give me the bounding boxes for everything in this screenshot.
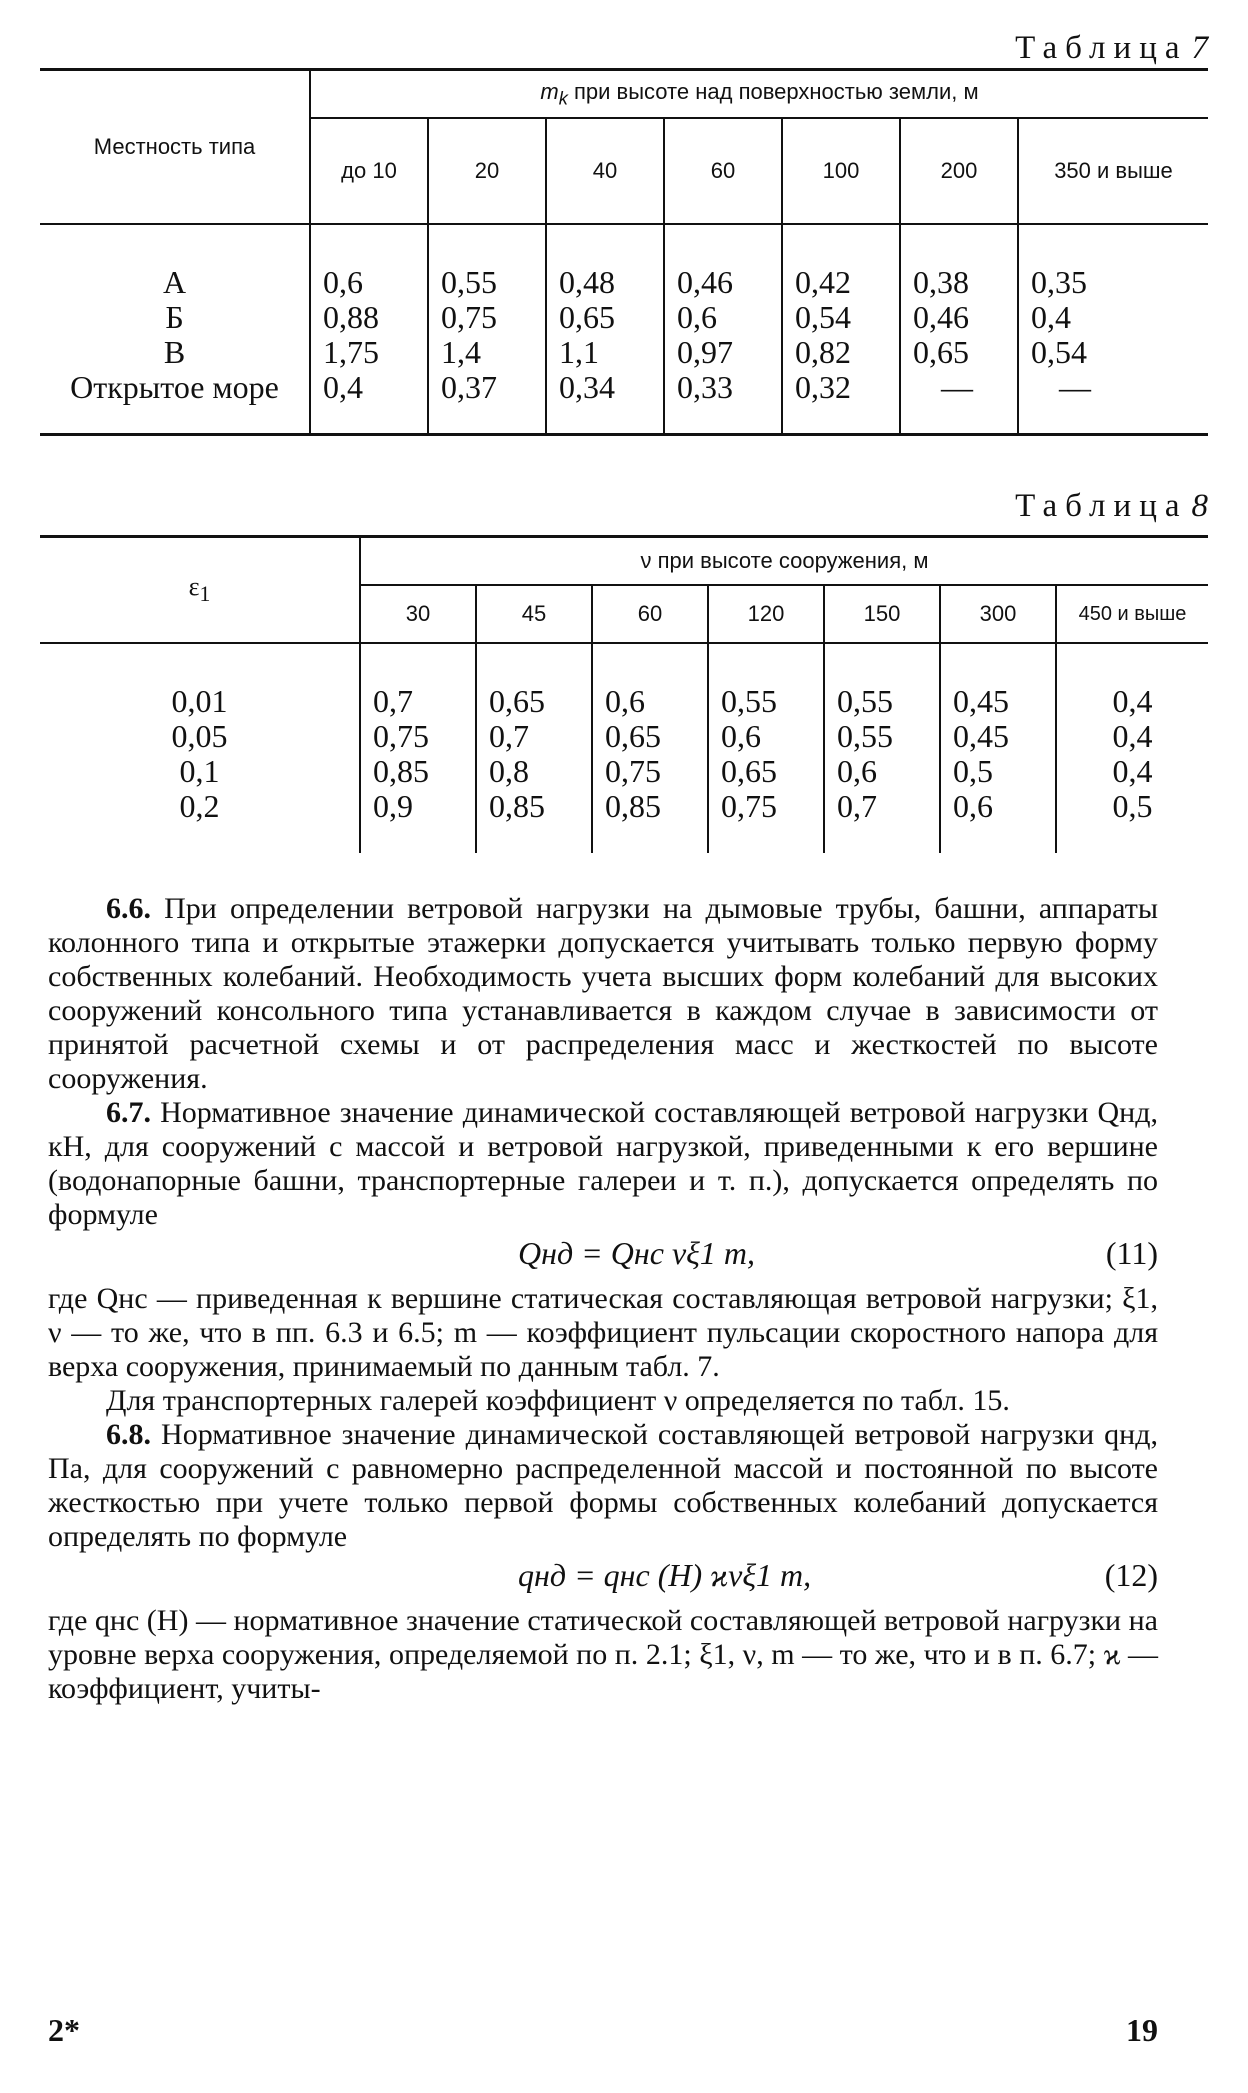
- table8-col-cells: [1056, 643, 1208, 853]
- table8-cell: 0,4: [1112, 683, 1153, 719]
- formula-text: Qнд = Qнс νξ1 m,: [518, 1235, 755, 1271]
- table7-col-cells: [1018, 224, 1208, 434]
- table7: [40, 68, 1208, 436]
- table8-group-header: ν при высоте сооружения, м: [360, 537, 1208, 586]
- page-number: 19: [1126, 2012, 1158, 2048]
- table7-caption-word: Таблица: [1015, 30, 1188, 66]
- table8-row-label: 0,01: [171, 683, 228, 719]
- table7-caption-number: 7: [1191, 30, 1208, 66]
- paragraph-6-7-where: где Qнс — приведенная к вершине статическая составляющая ветровой нагрузки; ξ1, ν — то же, что в пп. 6.3 и 6.5; m — коэффициент пульсации скоростного напора для верха сооружения, принимаемый по данным табл. 7.: [48, 1282, 1158, 1383]
- table7-cell: 0,38: [913, 264, 969, 300]
- table7-row-label: В: [163, 334, 186, 370]
- table7-cell: 0,48: [559, 264, 615, 300]
- table8-row-labels: [40, 643, 360, 853]
- table8-col-header: 45: [476, 585, 592, 643]
- section-number: 6.6.: [106, 892, 151, 925]
- table8-cell: 0,7: [489, 718, 529, 754]
- table7-col-header: 100: [782, 118, 900, 224]
- table8-cell: 0,6: [605, 683, 645, 719]
- table7-cell: 0,88: [323, 299, 379, 335]
- table8-cell: 0,4: [1112, 753, 1153, 789]
- table7-rowhead-label: Местность типа: [40, 70, 310, 225]
- table8-cell: 0,7: [373, 683, 413, 719]
- paragraph-6-7: [48, 1096, 1158, 1232]
- table8-col-cells: [476, 643, 592, 853]
- table8-cell: 0,9: [373, 788, 413, 824]
- table8-cell: 0,55: [837, 683, 893, 719]
- table8-row-label: 0,2: [179, 788, 220, 824]
- table7-caption: [1015, 30, 1208, 67]
- table7-cell: —: [941, 369, 973, 405]
- table7-cell: 0,35: [1031, 264, 1087, 300]
- table8-cell: 0,75: [721, 788, 777, 824]
- table7-row-label: Б: [165, 299, 184, 335]
- table7-cell: 0,46: [677, 264, 733, 300]
- table7-cell: 0,82: [795, 334, 851, 370]
- signature-mark: 2*: [48, 2012, 80, 2048]
- body-text: [48, 892, 1158, 1706]
- table7-cell: 0,55: [441, 264, 497, 300]
- table7-row-labels: [40, 224, 310, 434]
- table8-cell: 0,85: [373, 753, 429, 789]
- table8-col-cells: [824, 643, 940, 853]
- table8-rowhead-label: $\varepsilon_1$: [40, 537, 360, 644]
- table8-cell: 0,45: [953, 718, 1009, 754]
- table8-cell: 0,55: [837, 718, 893, 754]
- table8-col-cells: [940, 643, 1056, 853]
- table8: [40, 535, 1208, 853]
- table7-col-cells: [900, 224, 1018, 434]
- table7-cell: 0,4: [323, 369, 363, 405]
- table7-group-header: $m_k$ при высоте над поверхностью земли, м: [310, 70, 1208, 119]
- table7-cell: 0,6: [677, 299, 717, 335]
- table8-col-header: 30: [360, 585, 476, 643]
- table7-cell: —: [1059, 369, 1091, 405]
- table7-cell: 0,4: [1031, 299, 1071, 335]
- table7-row-label: А: [162, 264, 187, 300]
- paragraph-6-7-note: Для транспортерных галерей коэффициент ν определяется по табл. 15.: [106, 1384, 1010, 1417]
- table7-cell: 0,33: [677, 369, 733, 405]
- paragraph-6-8: [48, 1418, 1158, 1554]
- table7-col-cells: [782, 224, 900, 434]
- table8-col-cells: [592, 643, 708, 853]
- formula-number: (12): [1104, 1557, 1158, 1593]
- table8-col-header: 300: [940, 585, 1056, 643]
- paragraph-6-8-where: где qнс (H) — нормативное значение статической составляющей ветровой нагрузки на уровне верха сооружения, определяемой по п. 2.1; ξ1, ν, m — то же, что и в п. 6.7; ϰ — коэффициент, учиты-: [48, 1604, 1158, 1705]
- table8-cell: 0,6: [721, 718, 761, 754]
- table8-cell: 0,7: [837, 788, 877, 824]
- table7-col-header: 60: [664, 118, 782, 224]
- table8-col-header: 120: [708, 585, 824, 643]
- table8-cell: 0,5: [1112, 788, 1153, 824]
- table8-col-cells: [708, 643, 824, 853]
- table8-row-label: 0,05: [171, 718, 228, 754]
- paragraph-6-6: [48, 892, 1158, 1096]
- table8-cell: 0,6: [953, 788, 993, 824]
- table8-cell: 0,75: [373, 718, 429, 754]
- table7-cell: 0,46: [913, 299, 969, 335]
- table7-cell: 1,1: [559, 334, 599, 370]
- table7-cell: 0,65: [913, 334, 969, 370]
- table7-col-cells: [428, 224, 546, 434]
- table8-cell: 0,65: [489, 683, 545, 719]
- table7-cell: 0,75: [441, 299, 497, 335]
- table7-col-header: 20: [428, 118, 546, 224]
- paragraph-text: При определении ветровой нагрузки на дымовые трубы, башни, аппараты колонного типа и открытые этажерки допускается учитывать только первую форму собственных колебаний. Необходимость учета высших форм колебаний для высоких сооружений консольного типа устанавливается в каждом случае в зависимости от принятой расчетной схемы и от распределения масс и жесткостей по высоте сооружения.: [48, 892, 1158, 1095]
- formula-number: (11): [1105, 1235, 1158, 1271]
- table8-cell: 0,4: [1112, 718, 1153, 754]
- table7-row-label: Открытое море: [70, 369, 279, 405]
- paragraph-text: Нормативное значение динамической составляющей ветровой нагрузки Qнд, кН, для сооружений с массой и ветровой нагрузкой, приведенными к его вершине (водонапорные башни, транспортерные галереи и т. п.), допускается определять по формуле: [48, 1096, 1159, 1231]
- table8-col-cells: [360, 643, 476, 853]
- table8-col-header: 450 и выше: [1056, 585, 1208, 643]
- table7-col-header: 200: [900, 118, 1018, 224]
- table8-cell: 0,55: [721, 683, 777, 719]
- table7-cell: 0,37: [441, 369, 497, 405]
- table7-col-cells: [546, 224, 664, 434]
- table8-col-header: 60: [592, 585, 708, 643]
- table7-cell: 1,4: [441, 334, 481, 370]
- table8-caption: [1015, 488, 1208, 525]
- table7-col-header: 350 и выше: [1018, 118, 1208, 224]
- table8-cell: 0,5: [953, 753, 993, 789]
- page-footer: [48, 2012, 1158, 2049]
- table7-cell: 0,97: [677, 334, 733, 370]
- table7-col-header: до 10: [310, 118, 428, 224]
- table8-caption-number: 8: [1191, 488, 1208, 524]
- table8-row-label: 0,1: [179, 753, 220, 789]
- section-number: 6.8.: [106, 1418, 151, 1451]
- table7-cell: 0,54: [1031, 334, 1087, 370]
- formula-11: [48, 1232, 1158, 1282]
- table7-cell: 0,42: [795, 264, 851, 300]
- table8-cell: 0,65: [605, 718, 661, 754]
- formula-text: qнд = qнс (H) ϰνξ1 m,: [518, 1557, 812, 1593]
- table8-cell: 0,6: [837, 753, 877, 789]
- table7-cell: 1,75: [323, 334, 379, 370]
- formula-12: [48, 1554, 1158, 1604]
- table7-cell: 0,34: [559, 369, 615, 405]
- table8-cell: 0,45: [953, 683, 1009, 719]
- table7-cell: 0,32: [795, 369, 851, 405]
- table7-col-header: 40: [546, 118, 664, 224]
- table8-caption-word: Таблица: [1015, 488, 1188, 524]
- table8-cell: 0,8: [489, 753, 529, 789]
- table7-col-cells: [310, 224, 428, 434]
- table7-col-cells: [664, 224, 782, 434]
- table7-cell: 0,65: [559, 299, 615, 335]
- table8-cell: 0,85: [489, 788, 545, 824]
- table8-cell: 0,75: [605, 753, 661, 789]
- section-number: 6.7.: [106, 1096, 151, 1129]
- table8-cell: 0,85: [605, 788, 661, 824]
- table8-cell: 0,65: [721, 753, 777, 789]
- paragraph-text: Нормативное значение динамической составляющей ветровой нагрузки qнд, Па, для сооружений с равномерно распределенной массой и постоянной по высоте жесткостью при учете только первой формы собственных колебаний допускается определять по формуле: [48, 1418, 1158, 1553]
- table7-cell: 0,6: [323, 264, 363, 300]
- table8-col-header: 150: [824, 585, 940, 643]
- table7-cell: 0,54: [795, 299, 851, 335]
